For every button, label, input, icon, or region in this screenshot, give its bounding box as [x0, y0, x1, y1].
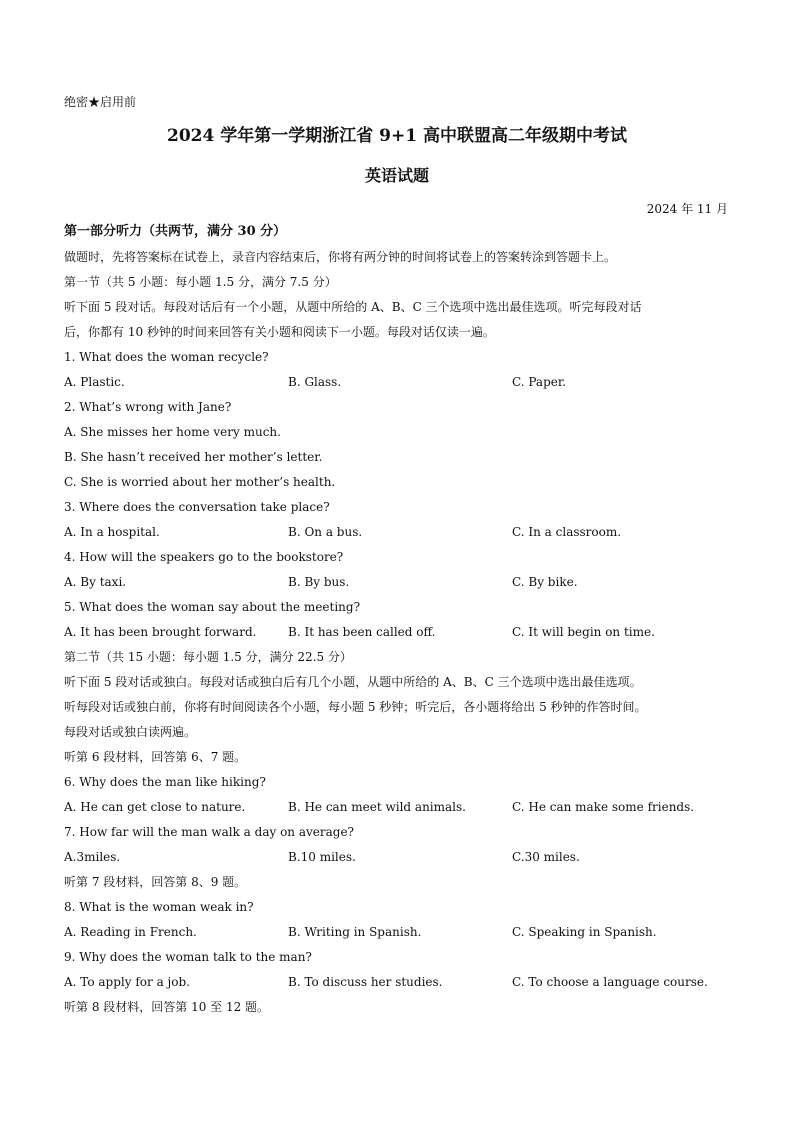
option-c: C.30 miles.: [512, 850, 580, 864]
question-8-stem: 8. What is the woman weak in?: [64, 900, 254, 914]
option-b: B. Writing in Spanish.: [288, 925, 422, 939]
option-b: B. It has been called off.: [288, 625, 436, 639]
confidential-mark: 绝密★启用前: [64, 95, 137, 109]
option-c: C. To choose a language course.: [512, 975, 708, 989]
question-2-option-a: A. She misses her home very much.: [64, 425, 281, 439]
question-9-stem: 9. Why does the woman talk to the man?: [64, 950, 312, 964]
question-1-stem: 1. What does the woman recycle?: [64, 350, 269, 364]
option-c: C. He can make some friends.: [512, 800, 695, 814]
question-7-stem: 7. How far will the man walk a day on average?: [64, 825, 354, 839]
option-a: A.3miles.: [64, 850, 121, 864]
option-a: A. Reading in French.: [64, 925, 197, 939]
question-5-stem: 5. What does the woman say about the meeting?: [64, 600, 361, 614]
section1-instruction-line1: 听下面 5 段对话。每段对话后有一个小题，从题中所给的 A、B、C 三个选项中选出最佳选项。听完每段对话: [64, 300, 642, 314]
option-c: C. Paper.: [512, 375, 567, 389]
option-a: A. By taxi.: [64, 575, 127, 589]
part1-heading: 第一部分听力（共两节，满分 30 分）: [64, 224, 287, 239]
section2-instruction-line3: 每段对话或独白读两遍。: [64, 725, 197, 739]
section1-instruction-line2: 后，你都有 10 秒钟的时间来回答有关小题和阅读下一小题。每段对话仅读一遍。: [64, 325, 495, 339]
question-2-option-c: C. She is worried about her mother’s health.: [64, 475, 336, 489]
option-a: A. He can get close to nature.: [64, 800, 246, 814]
option-c: C. In a classroom.: [512, 525, 622, 539]
material-8-instruction: 听第 8 段材料，回答第 10 至 12 题。: [64, 1000, 270, 1014]
question-6-stem: 6. Why does the man like hiking?: [64, 775, 266, 789]
option-b: B. To discuss her studies.: [288, 975, 443, 989]
option-b: B. He can meet wild animals.: [288, 800, 466, 814]
exam-date: 2024 年 11 月: [646, 202, 728, 216]
material-6-instruction: 听第 6 段材料，回答第 6、7 题。: [64, 750, 247, 764]
section1-heading: 第一节（共 5 小题：每小题 1.5 分，满分 7.5 分）: [64, 275, 337, 289]
option-b: B. By bus.: [288, 575, 350, 589]
option-c: C. By bike.: [512, 575, 578, 589]
exam-title: 2024 学年第一学期浙江省 9+1 高中联盟高二年级期中考试: [167, 126, 627, 146]
question-3-stem: 3. Where does the conversation take place?: [64, 500, 330, 514]
section2-instruction-line1: 听下面 5 段对话或独白。每段对话或独白后有几个小题，从题中所给的 A、B、C 三个选项中选出最佳选项。: [64, 675, 642, 689]
option-b: B.10 miles.: [288, 850, 356, 864]
option-a: A. It has been brought forward.: [64, 625, 257, 639]
option-c: C. It will begin on time.: [512, 625, 655, 639]
material-7-instruction: 听第 7 段材料，回答第 8、9 题。: [64, 875, 247, 889]
option-a: A. To apply for a job.: [64, 975, 190, 989]
option-b: B. Glass.: [288, 375, 342, 389]
part1-intro: 做题时，先将答案标在试卷上，录音内容结束后，你将有两分钟的时间将试卷上的答案转涂到答题卡上。: [64, 250, 617, 264]
exam-subtitle: 英语试题: [364, 166, 429, 185]
option-a: A. Plastic.: [64, 375, 125, 389]
question-2-option-b: B. She hasn’t received her mother’s letter.: [64, 450, 323, 464]
section2-heading: 第二节（共 15 小题：每小题 1.5 分，满分 22.5 分）: [64, 650, 352, 664]
question-4-stem: 4. How will the speakers go to the bookstore?: [64, 550, 344, 564]
question-2-stem: 2. What’s wrong with Jane?: [64, 400, 232, 414]
option-a: A. In a hospital.: [64, 525, 160, 539]
section2-instruction-line2: 听每段对话或独白前，你将有时间阅读各个小题，每小题 5 秒钟；听完后，各小题将给出 5 秒钟的作答时间。: [64, 700, 647, 714]
option-b: B. On a bus.: [288, 525, 363, 539]
option-c: C. Speaking in Spanish.: [512, 925, 657, 939]
